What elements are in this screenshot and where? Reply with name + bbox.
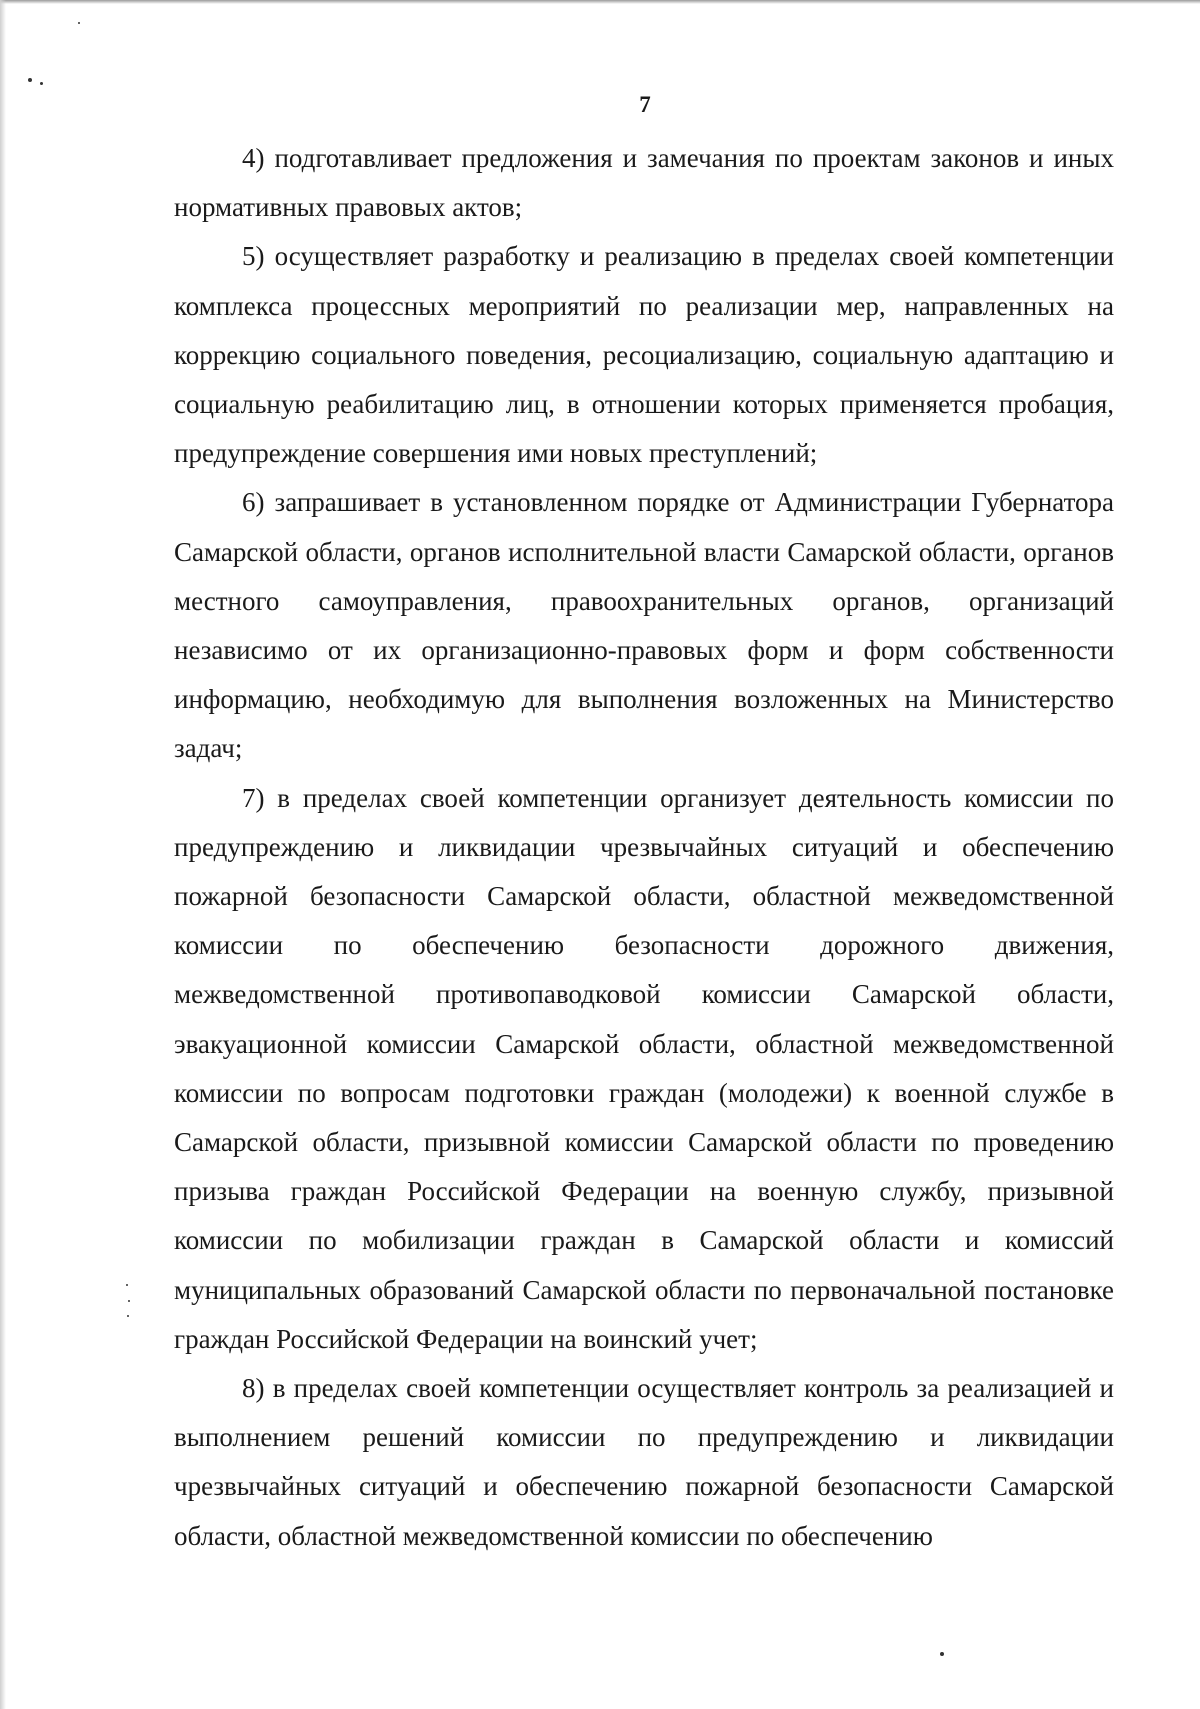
scan-dot: [78, 22, 80, 24]
scan-edge-top: [0, 0, 1200, 4]
paragraph-item-6: 6) запрашивает в установленном порядке от Администрации Губернатора Самарской области, органов исполнительной власти Самарской области, органов местного самоуправления, правоохранительных органов, организаций независимо от их организационно-правовых форм и форм собственности информацию, необходимую для выполнения возложенных на Министерство задач;: [174, 487, 1114, 764]
paragraph-item-7: 7) в пределах своей компетенции организует деятельность комиссии по предупреждению и ликвидации чрезвычайных ситуаций и обеспечению пожарной безопасности Самарской области, областной межведомственной комиссии по обеспечению безопасности дорожного движения, межведомственной противопаводковой комиссии Самарской области, эвакуационной комиссии Самарской области, областной межведомственной комиссии по вопросам подготовки граждан (молодежи) к военной службе в Самарской области, призывной комиссии Самарской области по проведению призыва граждан Российской Федерации на военную службу, призывной комиссии по мобилизации граждан в Самарской области и комиссий муниципальных образований Самарской области по первоначальной постановке граждан Российской Федерации на воинский учет;: [174, 782, 1114, 1354]
paragraph-item-8: 8) в пределах своей компетенции осуществляет контроль за реализацией и выполнением решений комиссии по предупреждению и ликвидации чрезвычайных ситуаций и обеспечению пожарной безопасности Самарской области, областной межведомственной комиссии по обеспечению: [174, 1373, 1114, 1551]
paragraph-item-5: 5) осуществляет разработку и реализацию в пределах своей компетенции комплекса процессных мероприятий по реализации мер, направленных на коррекцию социального поведения, ресоциализацию, социальную адаптацию и социальную реабилитацию лиц, в отношении которых применяется пробация, предупреждение совершения ими новых преступлений;: [174, 241, 1114, 469]
scan-edge-left: [0, 0, 6, 1709]
scan-dot: [940, 1652, 944, 1656]
scan-dot: [127, 1315, 129, 1317]
page-number: 7: [639, 92, 651, 117]
scan-dot: [28, 78, 32, 82]
scan-dot: [128, 1300, 130, 1302]
scan-dot: [126, 1284, 128, 1286]
scan-dot: [40, 82, 43, 85]
document-body: [174, 134, 1114, 1561]
paragraph-item-4: 4) подготавливает предложения и замечания по проектам законов и иных нормативных правовых актов;: [174, 143, 1114, 223]
